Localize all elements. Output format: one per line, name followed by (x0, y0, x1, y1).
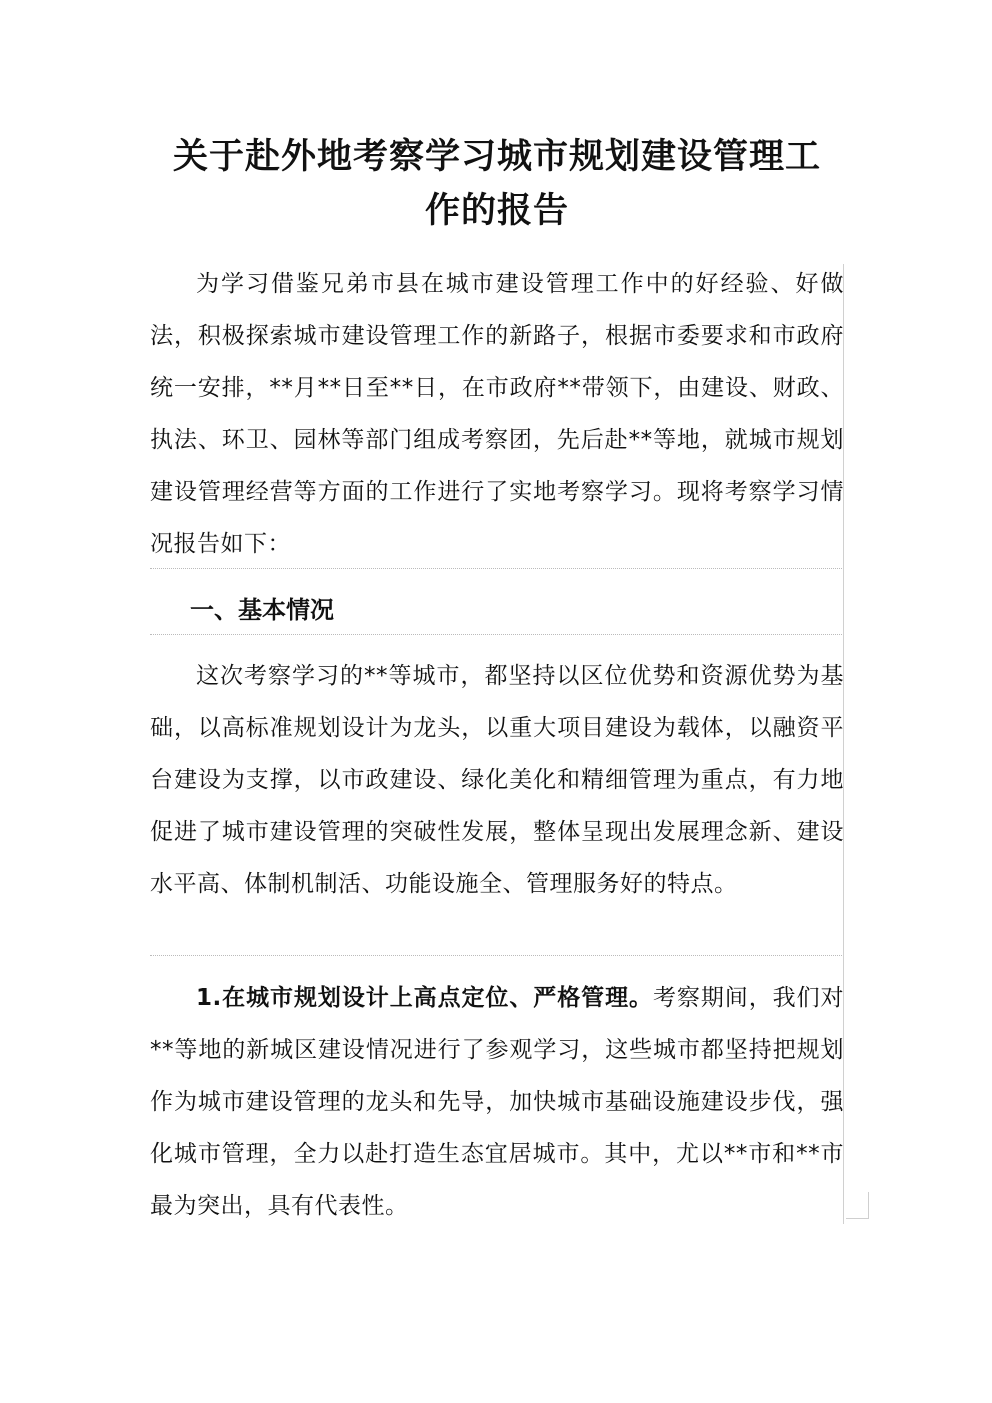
document-title-line-2: 作的报告 (424, 190, 569, 231)
paragraph-divider (150, 568, 844, 569)
intro-paragraph: 为学习借鉴兄弟市县在城市建设管理工作中的好经验、好做法，积极探索城市建设管理工作的新路子，根据市委要求和市政府统一安排，**月**日至**日，在市政府**带领下，由建设、财政、执法、环卫、园林等部门组成考察团，先后赴**等地，就城市规划建设管理经营等方面的工作进行了实地考察学习。现将考察学习情况报告如下： (150, 271, 844, 557)
right-margin-marker (841, 264, 844, 1224)
section-heading-basic-situation: 一、基本情况 (190, 596, 334, 624)
item-1-paragraph (150, 972, 844, 1232)
document-title-line-1: 关于赴外地考察学习城市规划建设管理工 (172, 136, 821, 177)
paragraph-end-mark (846, 1192, 869, 1219)
paragraph-divider (150, 634, 844, 635)
section-1-paragraph: 这次考察学习的**等城市，都坚持以区位优势和资源优势为基础，以高标准规划设计为龙头，以重大项目建设为载体，以融资平台建设为支撑，以市政建设、绿化美化和精细管理为重点，有力地促进了城市建设管理的突破性发展，整体呈现出发展理念新、建设水平高、体制机制活、功能设施全、管理服务好的特点。 (150, 663, 844, 897)
item-1-body: 考察期间，我们对**等地的新城区建设情况进行了参观学习，这些城市都坚持把规划作为城市建设管理的龙头和先导，加快城市基础设施建设步伐，强化城市管理，全力以赴打造生态宜居城市。其中，尤以**市和**市最为突出，具有代表性。 (150, 985, 844, 1219)
item-1-lead: 1.在城市规划设计上高点定位、严格管理。 (196, 985, 653, 1011)
paragraph-divider (150, 955, 844, 956)
